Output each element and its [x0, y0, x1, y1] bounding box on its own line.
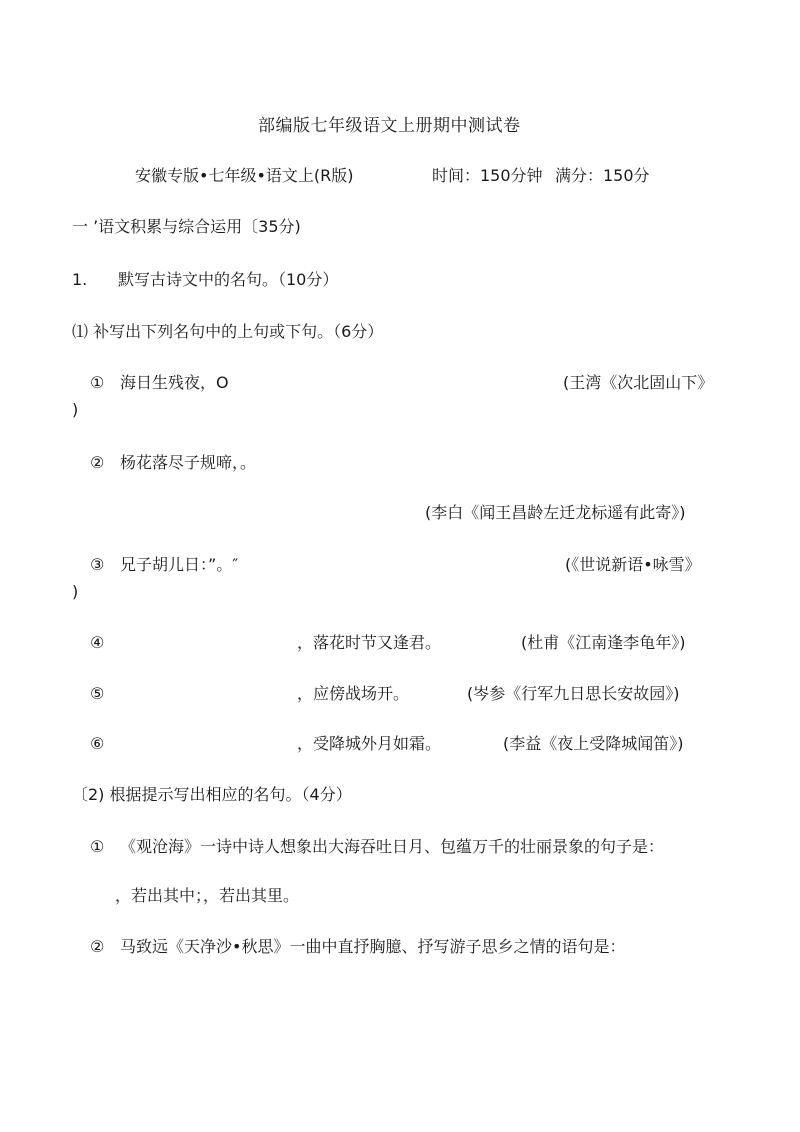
question-text: 默写古诗文中的名句。（10分） — [118, 270, 339, 289]
part-heading: 〔2) 根据提示写出相应的名句。（4分） — [72, 785, 352, 804]
page-title: 部编版七年级语文上册期中测试卷 — [258, 116, 521, 136]
item-source: (《世说新语•咏雪》 — [565, 555, 701, 574]
score-info: 满分：150分 — [555, 166, 650, 185]
section-heading: 一 ’语文积累与综合运用〔35分) — [72, 217, 301, 236]
item-text: ，受降城外月如霜。 — [297, 734, 442, 753]
question-number: 1. — [72, 270, 88, 289]
item-source-wrap: ) — [72, 400, 79, 419]
item-text: 马致远《天净沙•秋思》一曲中直抒胸臆、抒写游子思乡之情的语句是： — [120, 937, 626, 956]
item-text: 兄子胡儿日：”。″ — [120, 555, 239, 574]
item-text: ，落花时节又逢君。 — [297, 633, 442, 652]
item-text: 海日生残夜，O — [120, 373, 229, 392]
item-source: (李白《闻王昌龄左迁龙标遥有此寄》) — [425, 503, 686, 522]
item-source: (岑参《行军九日思长安故园》) — [467, 684, 680, 703]
item-text: 杨花落尽子规啼，。 — [120, 453, 257, 472]
item-marker: ① — [90, 837, 105, 856]
item-marker: ⑤ — [90, 684, 105, 703]
item-text: ，应傍战场开。 — [297, 684, 410, 703]
item-marker: ② — [90, 453, 105, 472]
item-continuation: ，若出其中；，若出其里。 — [115, 886, 300, 905]
item-marker: ④ — [90, 633, 105, 652]
item-source: (杜甫《江南逢李龟年》) — [521, 633, 686, 652]
item-text: 《观沧海》一诗中诗人想象出大海吞吐日月、包蕴万千的壮丽景象的句子是： — [120, 837, 665, 856]
item-source: (王湾《次北固山下》 — [563, 373, 714, 392]
item-marker: ⑥ — [90, 734, 105, 753]
item-marker: ① — [90, 373, 105, 392]
item-source: (李益《夜上受降城闻笛》) — [503, 734, 684, 753]
edition-info: 安徽专版•七年级•语文上(R版) — [135, 166, 354, 185]
time-info: 时间：150分钟 — [432, 166, 543, 185]
item-marker: ③ — [90, 555, 105, 574]
part-heading: ⑴ 补写出下列名句中的上句或下句。（6分） — [72, 322, 384, 341]
item-source-wrap: ) — [72, 582, 79, 601]
item-marker: ② — [90, 937, 105, 956]
